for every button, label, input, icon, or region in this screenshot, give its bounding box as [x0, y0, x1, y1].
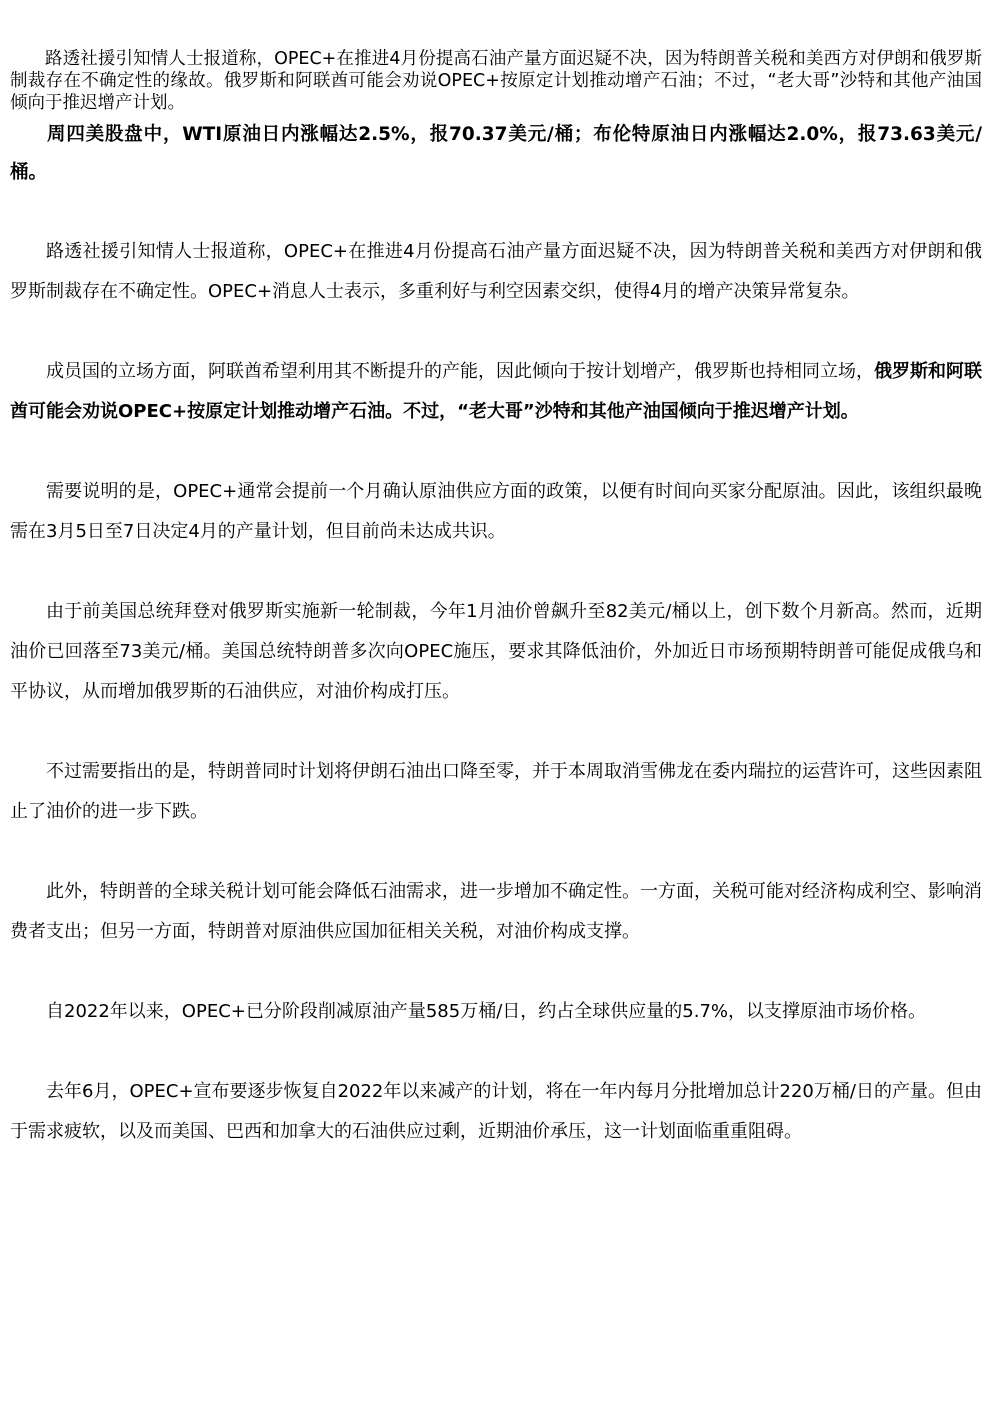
- paragraph-6: 此外，特朗普的全球关税计划可能会降低石油需求，进一步增加不确定性。一方面，关税可能对经济构成利空、影响消费者支出；但另一方面，特朗普对原油供应国加征相关关税，对油价构成支撑。: [10, 881, 982, 942]
- paragraph-7: 自2022年以来，OPEC+已分阶段削减原油产量585万桶/日，约占全球供应量的5.7%，以支撑原油市场价格。: [46, 1001, 927, 1022]
- paragraph-5: 不过需要指出的是，特朗普同时计划将伊朗石油出口降至零，并于本周取消雪佛龙在委内瑞拉的运营许可，这些因素阻止了油价的进一步下跌。: [10, 761, 982, 822]
- paragraph-8: 去年6月，OPEC+宣布要逐步恢复自2022年以来减产的计划，将在一年内每月分批增加总计220万桶/日的产量。但由于需求疲软，以及而美国、巴西和加拿大的石油供应过剩，近期油价承压，这一计划面临重重阻碍。: [10, 1081, 982, 1142]
- intro-paragraph: 路透社援引知情人士报道称，OPEC+在推进4月份提高石油产量方面迟疑不决，因为特朗普关税和美西方对伊朗和俄罗斯制裁存在不确定性的缘故。俄罗斯和阿联酋可能会劝说OPEC+按原定计划推动增产石油；不过，“老大哥”沙特和其他产油国倾向于推迟增产计划。: [10, 49, 982, 113]
- paragraph-4: 由于前美国总统拜登对俄罗斯实施新一轮制裁，今年1月油价曾飙升至82美元/桶以上，创下数个月新高。然而，近期油价已回落至73美元/桶。美国总统特朗普多次向OPEC施压，要求其降低油价，外加近日市场预期特朗普可能促成俄乌和平协议，从而增加俄罗斯的石油供应，对油价构成打压。: [10, 601, 982, 702]
- paragraph-1: 路透社援引知情人士报道称，OPEC+在推进4月份提高石油产量方面迟疑不决，因为特朗普关税和美西方对伊朗和俄罗斯制裁存在不确定性。OPEC+消息人士表示，多重利好与利空因素交织，使得4月的增产决策异常复杂。: [10, 241, 982, 302]
- paragraph-2: [10, 352, 982, 432]
- paragraph-3: 需要说明的是，OPEC+通常会提前一个月确认原油供应方面的政策，以便有时间向买家分配原油。因此，该组织最晚需在3月5日至7日决定4月的产量计划，但目前尚未达成共识。: [10, 481, 982, 542]
- paragraph-2-normal: 成员国的立场方面，阿联酋希望利用其不断提升的产能，因此倾向于按计划增产，俄罗斯也持相同立场，: [46, 361, 874, 382]
- paragraph-2-bold: 俄罗斯和阿联酋可能会劝说OPEC+按原定计划推动增产石油。不过，“老大哥”沙特和其他产油国倾向于推迟增产计划。: [10, 361, 982, 422]
- headline-paragraph: 周四美股盘中，WTI原油日内涨幅达2.5%，报70.37美元/桶；布伦特原油日内涨幅达2.0%，报73.63美元/桶。: [10, 124, 982, 183]
